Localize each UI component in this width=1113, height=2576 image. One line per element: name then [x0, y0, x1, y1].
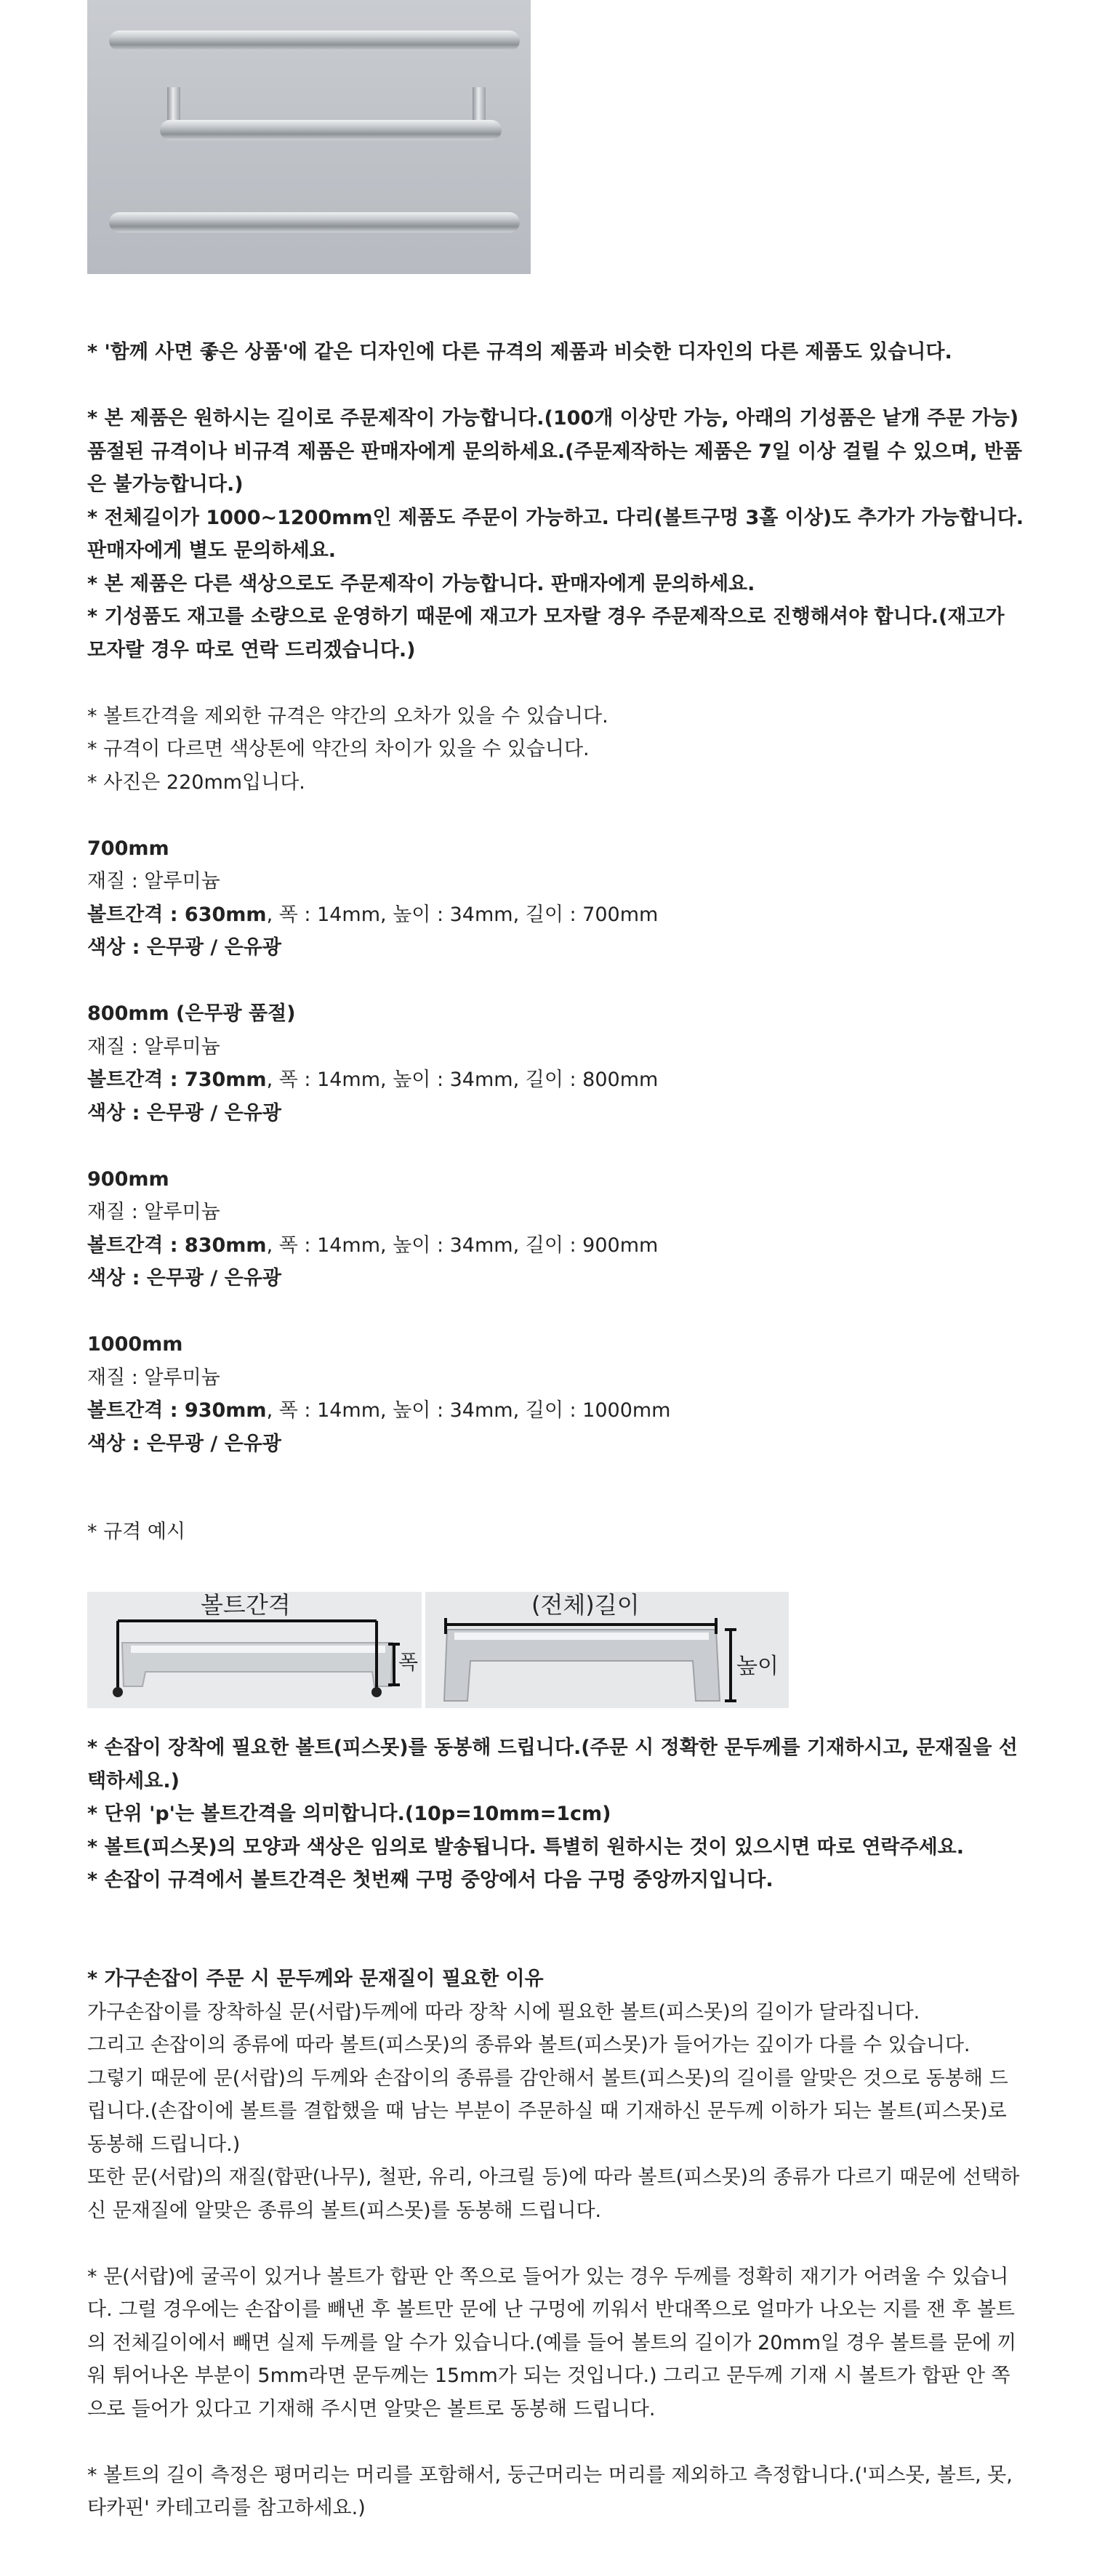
notice-bolt-spacing-def: * 손잡이 규격에서 볼트간격은 첫번째 구멍 중앙에서 다음 구멍 중앙까지입니다.: [87, 1869, 774, 1891]
spec-1000: [87, 1328, 1025, 1460]
notice-photo-size: * 사진은 220mm입니다.: [87, 770, 305, 794]
spec-title: 900mm: [87, 1167, 169, 1191]
spec-bolt-spacing: 볼트간격 : 830mm: [87, 1233, 267, 1257]
reason-heading: * 가구손잡이 주문 시 문두께와 문재질이 필요한 이유: [87, 1968, 544, 1990]
spec-bolt-spacing: 볼트간격 : 930mm: [87, 1399, 267, 1422]
example-heading: * 규격 예시: [87, 1521, 185, 1543]
spec-800: [87, 997, 1025, 1130]
example-section: [87, 1516, 1025, 1549]
reason-paragraph: 또한 문(서랍)의 재질(합판(나무), 철판, 유리, 아크릴 등)에 따라 볼트(피스못)의 종류가 다르기 때문에 선택하신 문재질에 알맞은 종류의 볼트(피스못)를 동봉해 드립니다.: [87, 2166, 1020, 2222]
notice-color-tone: * 규격이 다르면 색상톤에 약간의 차이가 있을 수 있습니다.: [87, 738, 590, 760]
handle-bar-top: [109, 31, 520, 51]
spec-color: 색상 : 은무광 / 은유광: [87, 1432, 281, 1455]
handle-bar-middle: [160, 120, 502, 140]
reason-paragraph: 가구손잡이를 장착하실 문(서랍)두께에 따라 장착 시에 필요한 볼트(피스못)의 길이가 달라집니다.: [87, 2000, 920, 2024]
notice-bolt-included: * 손잡이 장착에 필요한 볼트(피스못)를 동봉해 드립니다.(주문 시 정확한 문두께를 기재하시고, 문재질을 선택하세요.): [87, 1736, 1018, 1792]
spec-color: 색상 : 은무광 / 은유광: [87, 1267, 281, 1289]
label-bolt-spacing: 볼트간격: [196, 1592, 295, 1619]
diagram-total-length: [425, 1592, 789, 1708]
measure-note: * 볼트의 길이 측정은 평머리는 머리를 포함해서, 둥근머리는 머리를 제외하고 측정합니다.('피스못, 볼트, 못, 타카핀' 카테고리를 참고하세요.): [87, 2463, 1013, 2519]
bold-notices: [87, 336, 1025, 1460]
reason-paragraph: 그리고 손잡이의 종류에 따라 볼트(피스못)의 종류와 볼트(피스못)가 들어가는 깊이가 다를 수 있습니다.: [87, 2034, 971, 2056]
spec-dimensions: , 폭 : 14mm, 높이 : 34mm, 길이 : 900mm: [266, 1233, 659, 1257]
spec-color: 색상 : 은무광 / 은유광: [87, 1101, 281, 1124]
spec-title: 1000mm: [87, 1333, 183, 1356]
spec-bolt-spacing: 볼트간격 : 730mm: [87, 1068, 267, 1091]
notice-custom-order: * 본 제품은 원하시는 길이로 주문제작이 가능합니다.(100개 이상만 가능, 아래의 기성품은 낱개 주문 가능) 품절된 규격이나 비규격 제품은 판매자에게 문의하세요.(주문제작하는 제품은 7일 이상 걸릴 수 있으며, 반품은 불가능합니다.): [87, 407, 1022, 496]
notice-related-products: * '함께 사면 좋은 상품'에 같은 디자인에 다른 규격의 제품과 비슷한 디자인의 다른 제품도 있습니다.: [87, 341, 952, 363]
notice-stock: * 기성품도 재고를 소량으로 운영하기 때문에 재고가 모자랄 경우 주문제작으로 진행해셔야 합니다.(재고가 모자랄 경우 따로 연락 드리겠습니다.): [87, 605, 1005, 661]
reason-paragraph: 그렇기 때문에 문(서랍)의 두께와 손잡이의 종류를 감안해서 볼트(피스못)의 길이를 알맞은 것으로 동봉해 드립니다.(손잡이에 볼트를 결합했을 때 남는 부분이 주문하실 때 기재하신 문두께 이하가 되는 볼트(피스못)로 동봉해 드립니다.): [87, 2066, 1008, 2156]
spec-700: [87, 832, 1025, 965]
notice-total-length: * 전체길이가 1000~1200mm인 제품도 주문이 가능하고. 다리(볼트구멍 3홀 이상)도 추가가 가능합니다. 판매자에게 별도 문의하세요.: [87, 506, 1024, 562]
groove-note: * 문(서랍)에 굴곡이 있거나 볼트가 합판 안 쪽으로 들어가 있는 경우 두께를 정확히 재기가 어려울 수 있습니다. 그럴 경우에는 손잡이를 빼낸 후 볼트만 문에 난 구멍에 끼워서 반대쪽으로 얼마가 나오는 지를 잰 후 볼트의 전체길이에서 빼면 실제 두께를 알 수가 있습니다.(예를 들어 볼트의 길이가 20mm일 경우 볼트를 문에 끼워 튀어나온 부분이 5mm라면 문두께는 15mm가 되는 것입니다.) 그리고 문두께 기재 시 볼트가 합판 안 쪽으로 들어가 있다고 기재해 주시면 알맞은 볼트로 동봉해 드립니다.: [87, 2265, 1017, 2420]
diagram-bolt-spacing: [87, 1592, 422, 1708]
notice-bolt-shape: * 볼트(피스못)의 모양과 색상은 임의로 발송됩니다. 특별히 원하시는 것이 있으시면 따로 연락주세요.: [87, 1835, 964, 1859]
spec-dimensions: , 폭 : 14mm, 높이 : 34mm, 길이 : 800mm: [266, 1068, 659, 1091]
spec-dimensions: , 폭 : 14mm, 높이 : 34mm, 길이 : 1000mm: [266, 1399, 671, 1422]
label-total-length: (전체)길이: [527, 1592, 644, 1619]
spec-title: 700mm: [87, 837, 169, 860]
label-height: 높이: [736, 1654, 779, 1679]
handle-leg-left: [167, 87, 180, 120]
spec-material: 재질 : 알루미늄: [87, 1201, 220, 1223]
spec-bolt-spacing: 볼트간격 : 630mm: [87, 903, 267, 926]
spec-title: 800mm (은무광 품절): [87, 1002, 296, 1025]
handle-leg-right: [473, 87, 486, 120]
bolt-notices: [87, 1731, 1025, 1897]
spec-material: 재질 : 알루미늄: [87, 1035, 220, 1058]
spec-material: 재질 : 알루미늄: [87, 1366, 220, 1389]
spec-material: 재질 : 알루미늄: [87, 870, 220, 893]
spec-dimensions: , 폭 : 14mm, 높이 : 34mm, 길이 : 700mm: [266, 903, 659, 926]
notice-unit-p: * 단위 'p'는 볼트간격을 의미합니다.(10p=10mm=1cm): [87, 1803, 611, 1825]
spec-color: 색상 : 은무광 / 은유광: [87, 936, 281, 959]
handle-bar-bottom: [109, 212, 520, 233]
product-photo: [87, 0, 531, 274]
reason-section: [87, 1963, 1025, 2525]
notice-color-order: * 본 제품은 다른 색상으로도 주문제작이 가능합니다. 판매자에게 문의하세요.: [87, 572, 755, 595]
label-width: 폭: [398, 1650, 419, 1674]
notice-tolerance: * 볼트간격을 제외한 규격은 약간의 오차가 있을 수 있습니다.: [87, 704, 608, 728]
spec-900: [87, 1163, 1025, 1295]
